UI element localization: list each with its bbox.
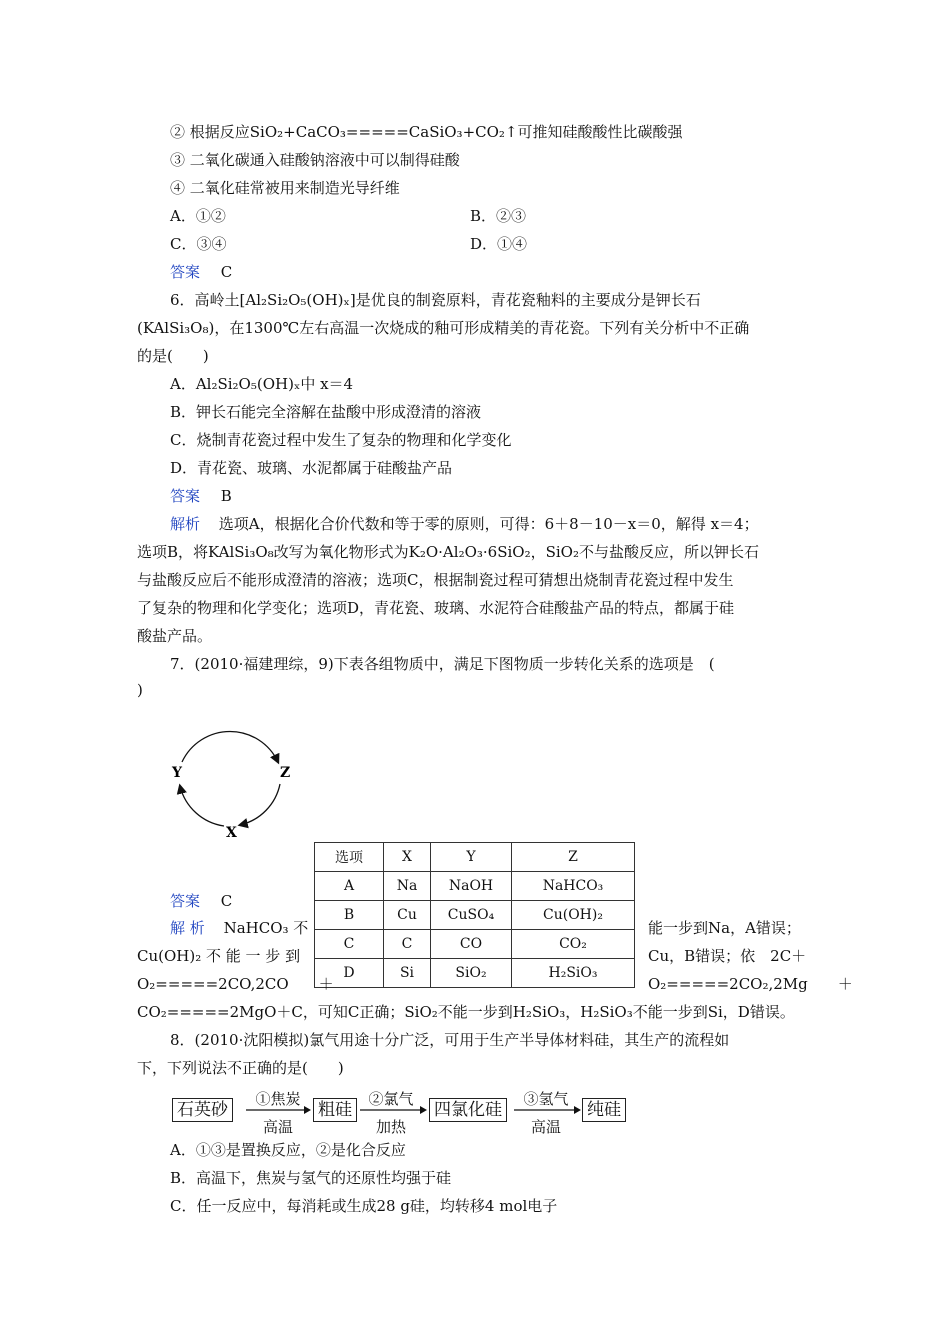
- table-cell: H₂SiO₃: [512, 959, 635, 988]
- q5-answer: C: [220, 263, 233, 281]
- q7-answer-label: 答案: [170, 892, 201, 910]
- arrow-y-to-z: [182, 731, 278, 762]
- table-row: [315, 872, 635, 901]
- q7-analysis-left-2: Cu(OH)₂ 不 能 一 步 到: [137, 947, 301, 965]
- q5-item-4: ④ 二氧化硅常被用来制造光导纤维: [170, 179, 400, 197]
- flow-box-crude-silicon: 粗硅: [313, 1098, 357, 1122]
- flow-arrow-3: [514, 1100, 582, 1120]
- q7-analysis-left-3: O₂=====2CO,2CO ＋: [137, 975, 334, 993]
- flow-arrow-3-top: ③氢气: [523, 1090, 569, 1108]
- flow-arrow-2-top: ②氯气: [368, 1090, 414, 1108]
- q7-answer-line: [170, 891, 232, 911]
- q7-stem-line-2: ): [137, 681, 143, 699]
- table-cell: C: [315, 930, 384, 959]
- table-row: [315, 959, 635, 988]
- flow-arrow-1-top: ①焦炭: [255, 1090, 301, 1108]
- q5-answer-label: 答案: [170, 263, 201, 281]
- table-cell: B: [315, 901, 384, 930]
- flow-arrow-1-bottom: 高温: [262, 1118, 293, 1136]
- table-cell: A: [315, 872, 384, 901]
- flow-box-silicon-tetrachloride: 四氯化硅: [429, 1098, 507, 1122]
- q6-option-b: B．钾长石能完全溶解在盐酸中形成澄清的溶液: [170, 403, 482, 421]
- table-cell: CO₂: [512, 930, 635, 959]
- table-row: [315, 930, 635, 959]
- q5-option-b: B．②③: [470, 207, 527, 225]
- q6-option-d: D．青花瓷、玻璃、水泥都属于硅酸盐产品: [170, 459, 453, 477]
- table-cell: NaOH: [431, 872, 512, 901]
- q6-analysis-line-4: 了复杂的物理和化学变化；选项D，青花瓷、玻璃、水泥符合硅酸盐产品的特点，都属于硅: [137, 599, 735, 617]
- q5-item-3: ③ 二氧化碳通入硅酸钠溶液中可以制得硅酸: [170, 151, 460, 169]
- q6-analysis-line-3: 与盐酸反应后不能形成澄清的溶液；选项C，根据制瓷过程可猜想出烧制青花瓷过程中发生: [137, 571, 734, 589]
- q8-option-a: A．①③是置换反应，②是化合反应: [170, 1141, 406, 1159]
- q6-answer-line: [170, 486, 232, 506]
- table-cell: CuSO₄: [431, 901, 512, 930]
- q7-cycle-diagram: [160, 722, 310, 842]
- q6-analysis-line-2: 选项B，将KAlSi₃O₈改写为氧化物形式为K₂O·Al₂O₃·6SiO₂，SiO₂不与盐酸反应，所以钾长石: [137, 543, 759, 561]
- q6-answer-label: 答案: [170, 487, 201, 505]
- table-cell: SiO₂: [431, 959, 512, 988]
- table-cell: Si: [384, 959, 431, 988]
- table-header-cell: 选项: [315, 843, 384, 872]
- node-x: X: [226, 825, 237, 841]
- q5-item-2: ② 根据反应SiO₂+CaCO₃=====CaSiO₃+CO₂↑可推知硅酸酸性比碳酸强: [170, 123, 683, 141]
- arrow-x-to-y: [180, 786, 224, 826]
- table-header-cell: Y: [431, 843, 512, 872]
- q6-analysis-text-1: 选项A，根据化合价代数和等于零的原则，可得：6＋8－10－x＝0，解得 x＝4；: [218, 515, 759, 533]
- q6-option-a: A．Al₂Si₂O₅(OH)ₓ中 x＝4: [170, 375, 354, 393]
- q5-option-a: A．①②: [170, 207, 226, 225]
- node-z: Z: [280, 765, 291, 781]
- flow-arrow-3-bottom: 高温: [530, 1118, 561, 1136]
- q5-option-c: C．③④: [170, 235, 227, 253]
- q7-stem-line-1: 7．(2010·福建理综，9)下表各组物质中，满足下图物质一步转化关系的选项是 (: [170, 655, 715, 673]
- table-cell: Na: [384, 872, 431, 901]
- table-cell: NaHCO₃: [512, 872, 635, 901]
- table-cell: CO: [431, 930, 512, 959]
- q6-stem-line-3: 的是( ): [137, 347, 209, 365]
- q8-stem-line-1: 8．(2010·沈阳模拟)氯气用途十分广泛，可用于生产半导体材料硅，其生产的流程如: [170, 1031, 730, 1049]
- q7-analysis-line-4: CO₂=====2MgO＋C，可知C正确；SiO₂不能一步到H₂SiO₃，H₂SiO₃不能一步到Si，D错误。: [137, 1003, 795, 1021]
- q7-analysis-left-1: [170, 918, 308, 938]
- q6-analysis-label: 解析: [170, 515, 201, 533]
- q6-analysis-line-5: 酸盐产品。: [137, 627, 213, 645]
- table-cell: D: [315, 959, 384, 988]
- q8-option-c: C．任一反应中，每消耗或生成28 g硅，均转移4 mol电子: [170, 1197, 558, 1215]
- q5-answer-line: [170, 262, 232, 282]
- q6-answer: B: [220, 487, 232, 505]
- q6-stem-line-2: (KAlSi₃O₈)，在1300℃左右高温一次烧成的釉可形成精美的青花瓷。下列有关分析中不正确: [137, 319, 750, 337]
- q7-answer: C: [220, 892, 233, 910]
- flow-arrow-2: [360, 1100, 428, 1120]
- table-cell: Cu: [384, 901, 431, 930]
- flow-box-pure-silicon: 纯硅: [582, 1098, 626, 1122]
- q6-stem-line-1: 6．高岭土[Al₂Si₂O₅(OH)ₓ]是优良的制瓷原料，青花瓷釉料的主要成分是钾长石: [170, 291, 701, 309]
- table-cell: Cu(OH)₂: [512, 901, 635, 930]
- q7-analysis-text-1: NaHCO₃ 不: [223, 919, 309, 937]
- flow-box-quartz-sand: 石英砂: [172, 1098, 233, 1122]
- q8-option-b: B．高温下，焦炭与氢气的还原性均强于硅: [170, 1169, 452, 1187]
- q7-options-table: [314, 842, 635, 988]
- node-y: Y: [172, 765, 182, 781]
- q8-stem-line-2: 下，下列说法不正确的是( ): [137, 1059, 344, 1077]
- table-cell: C: [384, 930, 431, 959]
- table-header-cell: Z: [512, 843, 635, 872]
- flow-arrow-2-bottom: 加热: [375, 1118, 406, 1136]
- flow-arrow-1: [246, 1100, 312, 1120]
- q7-analysis-right-2: Cu，B错误；依 2C＋: [648, 947, 807, 965]
- q7-analysis-right-1: 能一步到Na，A错误；: [648, 919, 801, 937]
- q7-analysis-label: 解 析: [170, 919, 205, 937]
- q6-option-c: C．烧制青花瓷过程中发生了复杂的物理和化学变化: [170, 431, 512, 449]
- q5-option-d: D．①④: [470, 235, 528, 253]
- table-header-row: [315, 843, 635, 872]
- table-header-cell: X: [384, 843, 431, 872]
- arrow-z-to-x: [240, 784, 280, 825]
- q7-analysis-right-3: O₂=====2CO₂,2Mg ＋: [648, 975, 853, 993]
- table-row: [315, 901, 635, 930]
- q6-analysis-line-1: [170, 514, 759, 534]
